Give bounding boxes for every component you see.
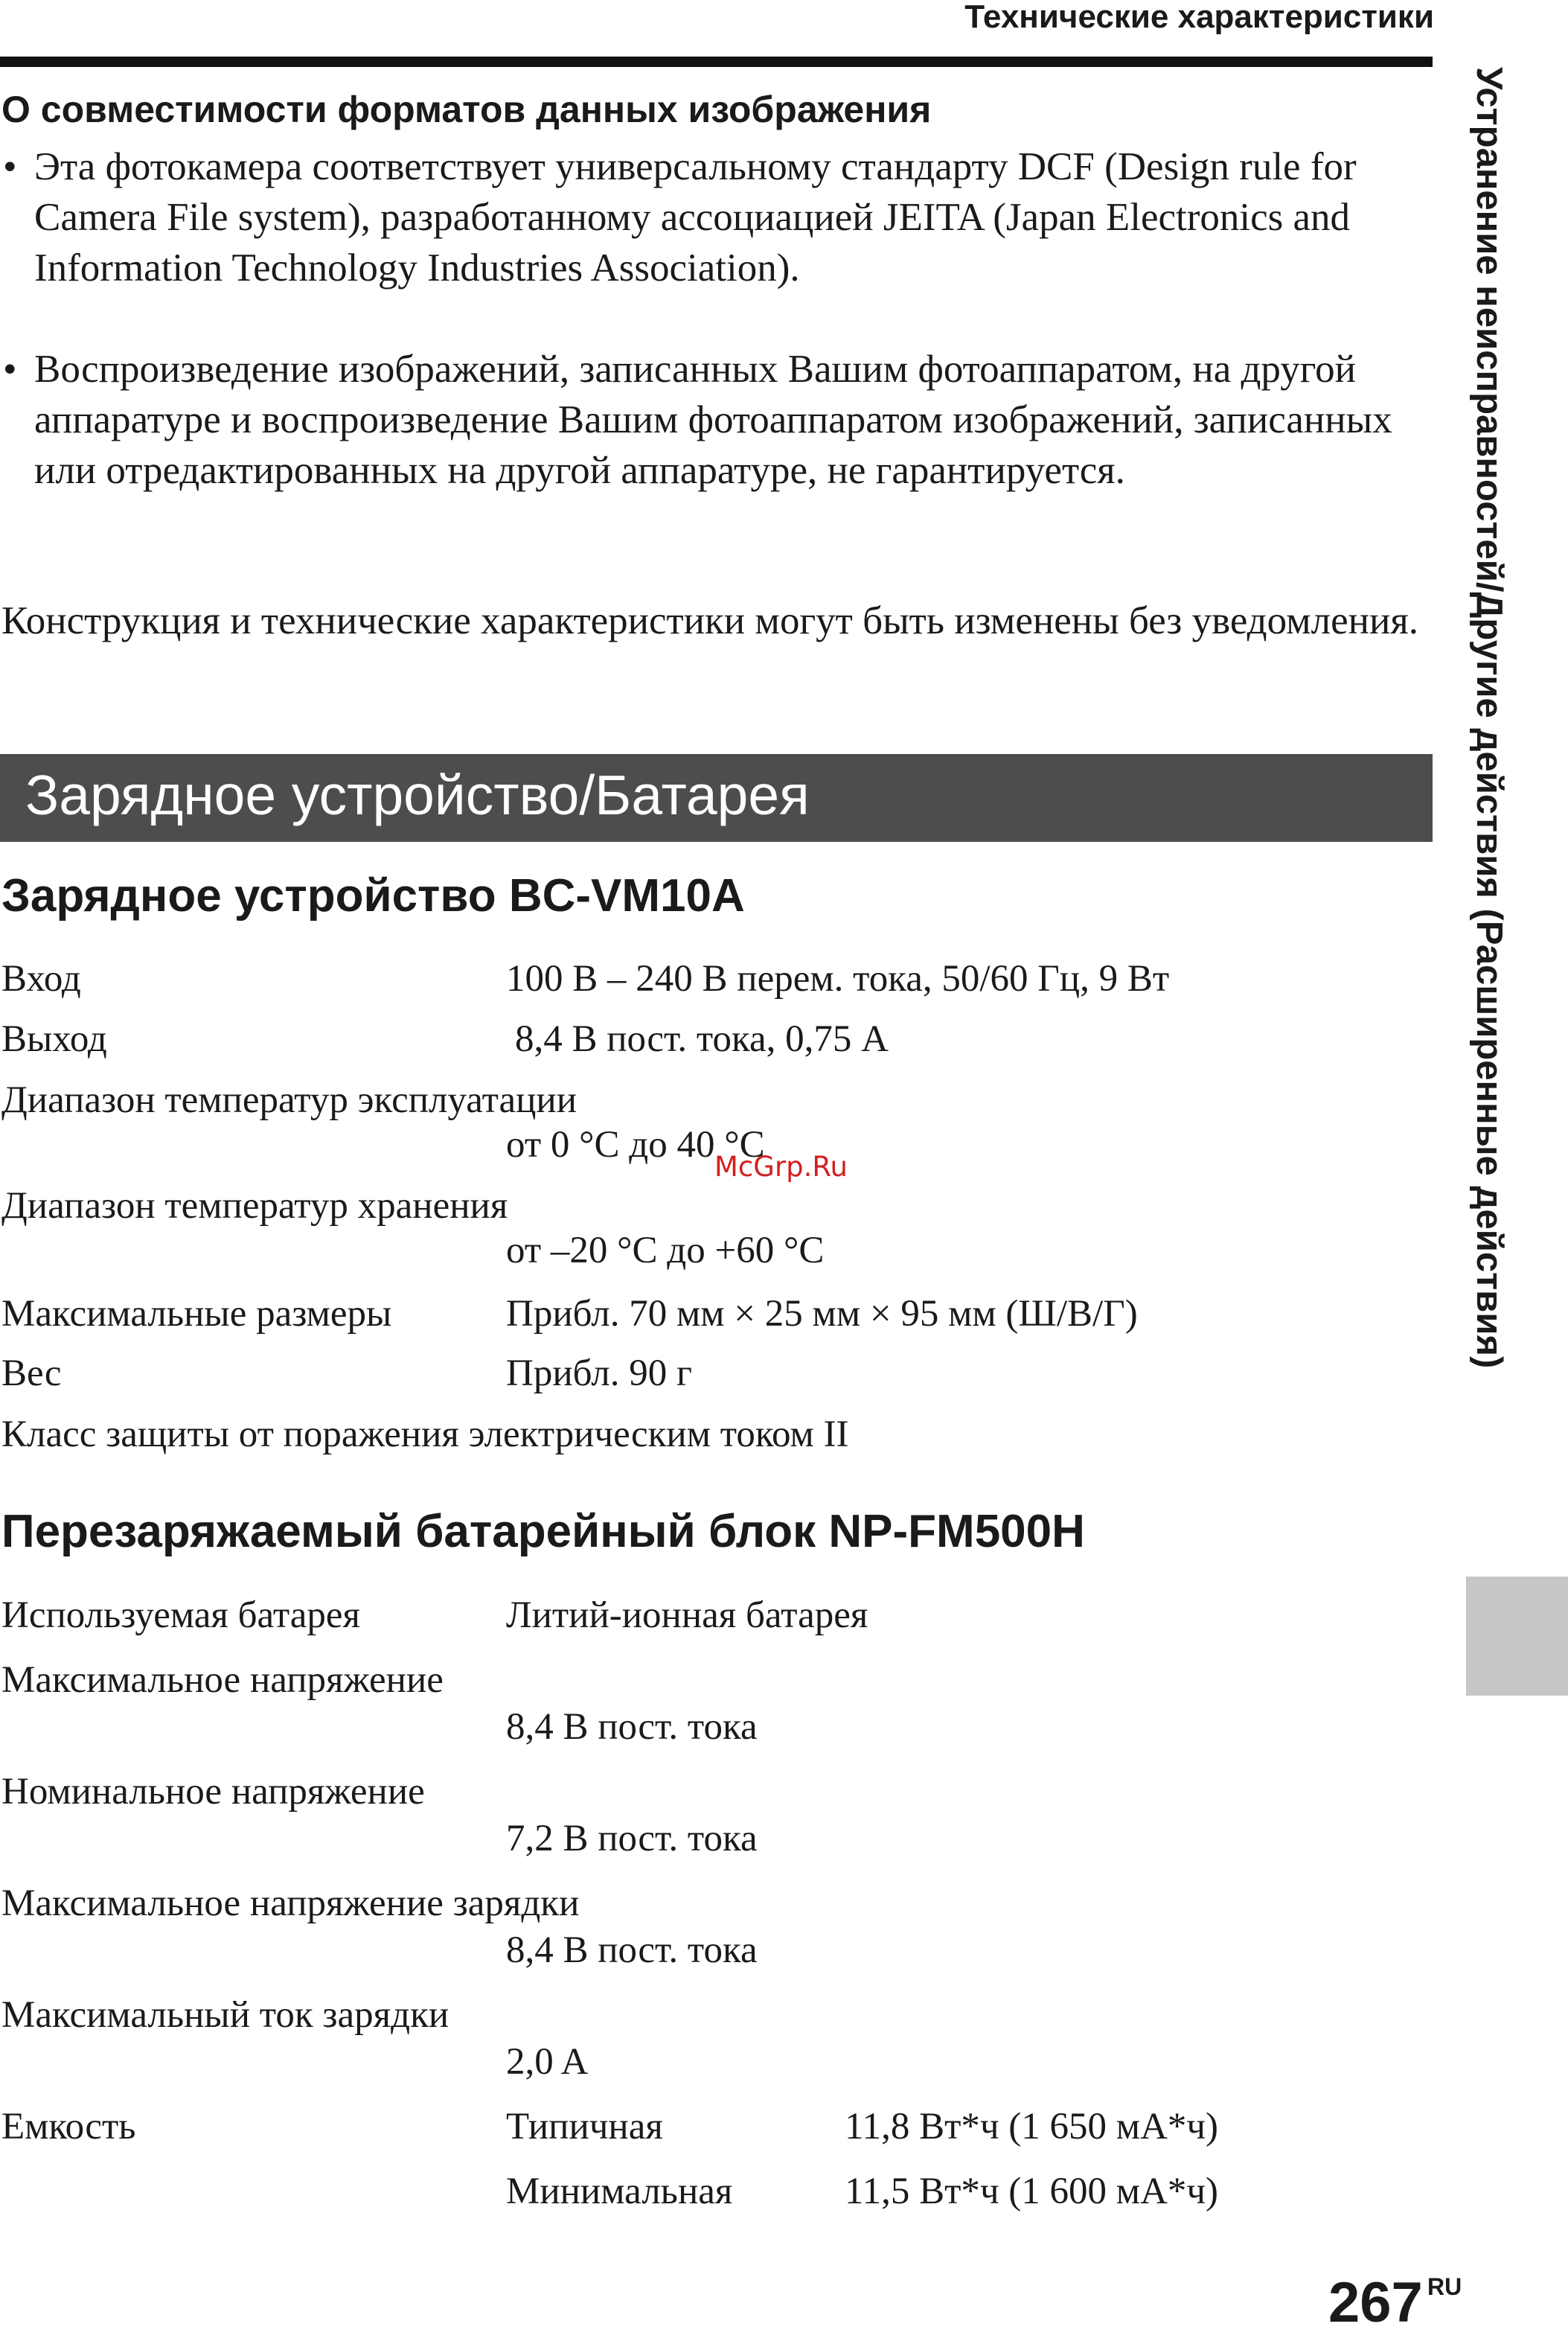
spec-label: Диапазон температур хранения <box>1 1185 508 1227</box>
capacity-value: 11,5 Вт*ч (1 600 мА*ч) <box>845 2171 1219 2212</box>
spec-label: Класс защиты от поражения электрическим током II <box>1 1414 849 1455</box>
bullet-icon: • <box>3 145 17 188</box>
bullet-item <box>0 344 1433 496</box>
spec-value: 8,4 В пост. тока <box>506 1929 758 1971</box>
spec-value: от 0 °C до 40 °C <box>506 1124 765 1166</box>
spec-label: Вход <box>1 958 81 1000</box>
capacity-kind: Минимальная <box>506 2171 733 2212</box>
side-tab-marker <box>1466 1577 1568 1696</box>
spec-label: Вес <box>1 1353 62 1394</box>
spec-label: Выход <box>1 1018 107 1060</box>
running-header: Технические характеристики <box>964 0 1434 35</box>
spec-value: Литий-ионная батарея <box>506 1594 868 1636</box>
battery-heading: Перезаряжаемый батарейный блок NP-FM500H <box>1 1506 1085 1557</box>
spec-value: 7,2 В пост. тока <box>506 1818 758 1859</box>
page-language-suffix: RU <box>1427 2273 1462 2300</box>
bullet-icon: • <box>3 348 17 391</box>
page-number: 267 <box>1328 2271 1423 2334</box>
header-rule <box>0 57 1433 67</box>
design-change-note: Конструкция и технические характеристики могут быть изменены без уведомления. <box>1 599 1418 642</box>
spec-label: Максимальное напряжение <box>1 1659 444 1701</box>
charger-heading: Зарядное устройство BC-VM10A <box>1 870 745 922</box>
spec-value: 100 В – 240 В перем. тока, 50/60 Гц, 9 Вт <box>506 958 1170 1000</box>
spec-value: 2,0 A <box>506 2041 589 2083</box>
capacity-value: 11,8 Вт*ч (1 650 мА*ч) <box>845 2106 1219 2147</box>
bullet-text: Воспроизведение изображений, записанных Вашим фотоаппаратом, на другой аппаратуре и воспроизведение Вашим фотоаппаратом изображений, записанных или отредактированных на другой аппаратуре, не гарантируется. <box>34 348 1392 492</box>
spec-value: 8,4 В пост. тока, 0,75 A <box>515 1018 889 1060</box>
spec-value: Прибл. 90 г <box>506 1353 692 1394</box>
bullet-text: Эта фотокамера соответствует универсальному стандарту DCF (Design rule for Camera File system), разработанному ассоциацией JEITA (Japan Electronics and Information Technology Industries Association). <box>34 145 1357 290</box>
spec-value: 8,4 В пост. тока <box>506 1706 758 1748</box>
spec-label: Емкость <box>1 2106 136 2147</box>
watermark: McGrp.Ru <box>714 1151 848 1183</box>
capacity-kind: Типичная <box>506 2106 663 2147</box>
spec-value: от –20 °C до +60 °C <box>506 1230 825 1271</box>
spec-value: Прибл. 70 мм × 25 мм × 95 мм (Ш/В/Г) <box>506 1293 1138 1335</box>
spec-label: Диапазон температур эксплуатации <box>1 1079 577 1121</box>
side-tab-label: Устранение неисправностей/Другие действия (Расширенные действия) <box>1469 67 1509 1369</box>
spec-label: Номинальное напряжение <box>1 1771 425 1813</box>
spec-label: Максимальные размеры <box>1 1293 392 1335</box>
bullet-item <box>0 141 1433 293</box>
section-title: Зарядное устройство/Батарея <box>25 764 810 826</box>
side-tab <box>1464 67 1516 1556</box>
spec-label: Используемая батарея <box>1 1594 361 1636</box>
spec-label: Максимальный ток зарядки <box>1 1994 449 2036</box>
compatibility-heading: О совместимости форматов данных изображения <box>1 89 932 130</box>
spec-label: Максимальное напряжение зарядки <box>1 1882 580 1924</box>
